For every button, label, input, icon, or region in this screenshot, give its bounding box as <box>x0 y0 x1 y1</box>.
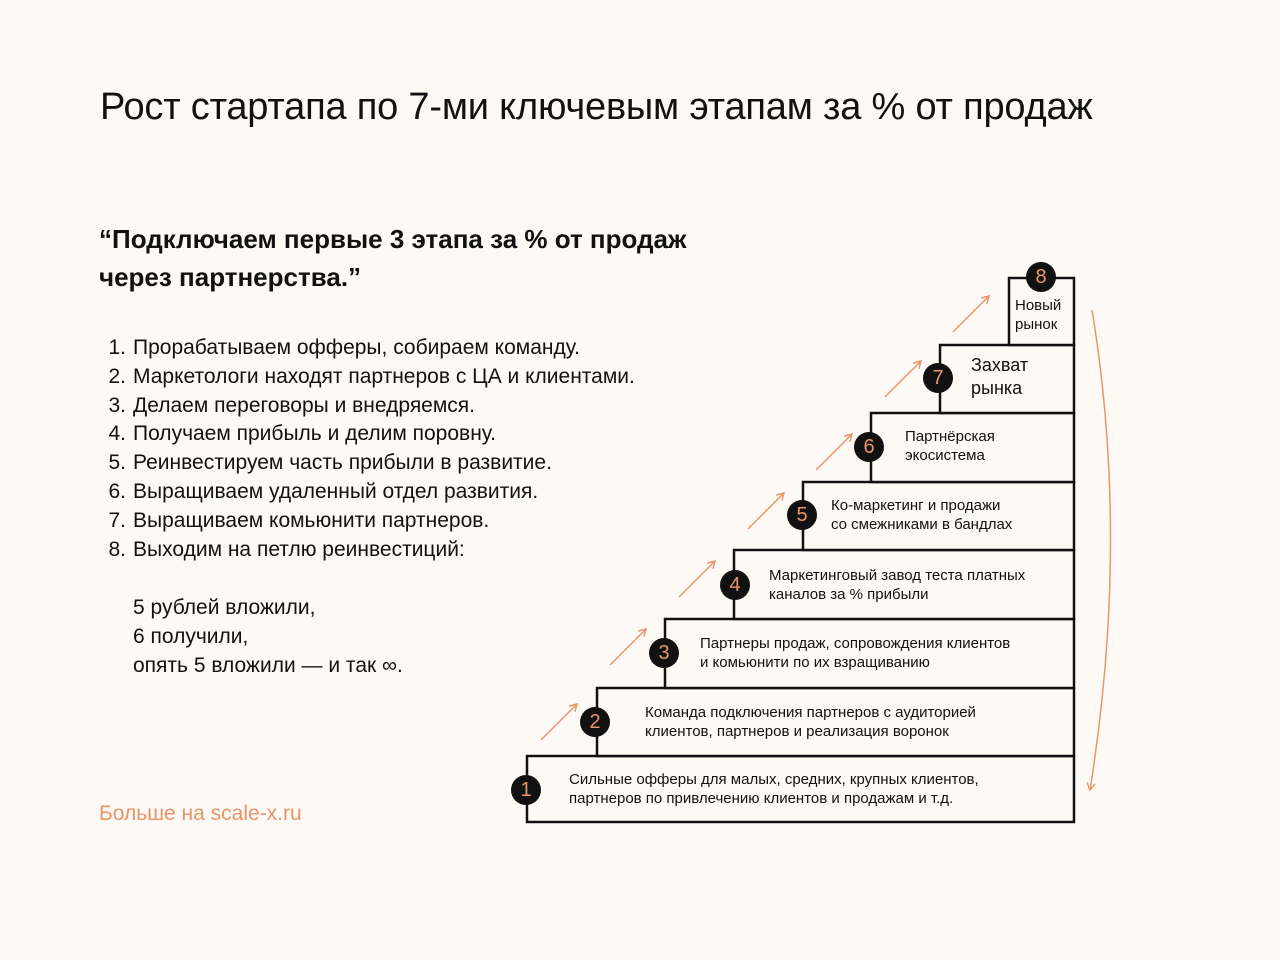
stair-step-label-line: рынка <box>971 378 1023 398</box>
quote-heading: “Подключаем первые 3 этапа за % от продаж через партнерства.” <box>99 224 687 292</box>
step-up-arrow <box>816 434 852 470</box>
step-number-badge: 1 <box>511 775 541 805</box>
stair-step-label-line: Команда подключения партнеров с аудиторией <box>645 704 976 721</box>
list-item-number: 1. <box>108 336 126 359</box>
step-up-arrow <box>679 561 715 597</box>
reinvest-line: 5 рублей вложили, <box>133 596 316 619</box>
list-item-text: Выходим на петлю реинвестиций: <box>133 537 465 561</box>
list-item-number: 4. <box>108 422 126 446</box>
list-item-text: Прорабатываем офферы, собираем команду. <box>133 336 580 359</box>
stair-step-label <box>1015 296 1061 334</box>
stair-step-label <box>700 634 1010 672</box>
footer-link[interactable]: Больше на scale-x.ru <box>99 802 302 825</box>
stair-step-label-line: Сильные офферы для малых, средних, крупных клиентов, <box>569 771 979 788</box>
stair-step-label-line: Захват <box>971 355 1029 375</box>
step-up-arrow <box>885 361 921 397</box>
stair-step-label-line: каналов за % прибыли <box>769 586 929 603</box>
list-item-number: 3. <box>108 393 126 417</box>
reinvest-line: опять 5 вложили — и так ∞. <box>133 653 403 677</box>
list-item-text: Маркетологи находят партнеров с ЦА и клиентами. <box>133 364 635 388</box>
page-title: Рост стартапа по 7-ми ключевым этапам за % от продаж <box>100 86 1093 128</box>
step-up-arrow <box>953 296 989 332</box>
list-item-number: 8. <box>108 537 126 561</box>
stair-step-label <box>905 427 995 465</box>
stair-step-label-line: Ко-маркетинг и продажи <box>831 497 1001 514</box>
step-number-badge: 8 <box>1026 262 1056 292</box>
stair-step-label-line: Новый <box>1015 297 1062 314</box>
step-up-arrow <box>748 493 784 529</box>
stair-step-label-line: клиентов, партнеров и реализация воронок <box>645 723 949 740</box>
stair-step-label <box>769 566 1025 604</box>
stair-step-label-line: партнеров по привлечению клиентов и продажам и т.д. <box>569 790 954 807</box>
list-item-text: Реинвестируем часть прибыли в развитие. <box>133 451 552 475</box>
stair-step-label <box>645 703 976 741</box>
stair-step-label-line: и комьюнити по их взращиванию <box>700 654 930 671</box>
step-number-badge: 5 <box>787 500 817 530</box>
list-item-number: 5. <box>108 451 126 475</box>
stair-step-label-line: Партнеры продаж, сопровождения клиентов <box>700 635 1011 652</box>
stair-step-label-line: со смежниками в бандлах <box>831 516 1013 533</box>
step-number-badge: 6 <box>854 432 884 462</box>
step-number-badge: 7 <box>923 363 953 393</box>
list-item-text: Выращиваем удаленный отдел развития. <box>133 479 539 503</box>
list-item-number: 7. <box>108 508 126 532</box>
stair-step-label-line: Партнёрская <box>905 428 995 445</box>
list-item-number: 2. <box>108 364 126 388</box>
step-up-arrow <box>541 704 577 740</box>
list-item-text: Выращиваем комьюнити партнеров. <box>133 508 490 532</box>
stair-step-label <box>831 496 1012 534</box>
stair-step-label-line: Маркетинговый завод теста платных <box>769 567 1026 584</box>
step-number-badge: 3 <box>649 638 679 668</box>
stair-step-label-line: экосистема <box>905 447 985 464</box>
list-item-number: 6. <box>108 479 126 503</box>
stair-step-label-line: рынок <box>1015 316 1058 333</box>
step-number-badge: 2 <box>580 707 610 737</box>
list-item-text: Получаем прибыль и делим поровну. <box>133 422 497 446</box>
stair-step-label <box>569 770 979 808</box>
stair-step-label <box>971 354 1028 400</box>
step-number-badge: 4 <box>720 570 750 600</box>
list-item-text: Делаем переговоры и внедряемся. <box>133 393 476 417</box>
loop-arrow <box>1090 310 1111 790</box>
step-up-arrow <box>610 629 646 665</box>
reinvest-line: 6 получили, <box>133 624 249 648</box>
